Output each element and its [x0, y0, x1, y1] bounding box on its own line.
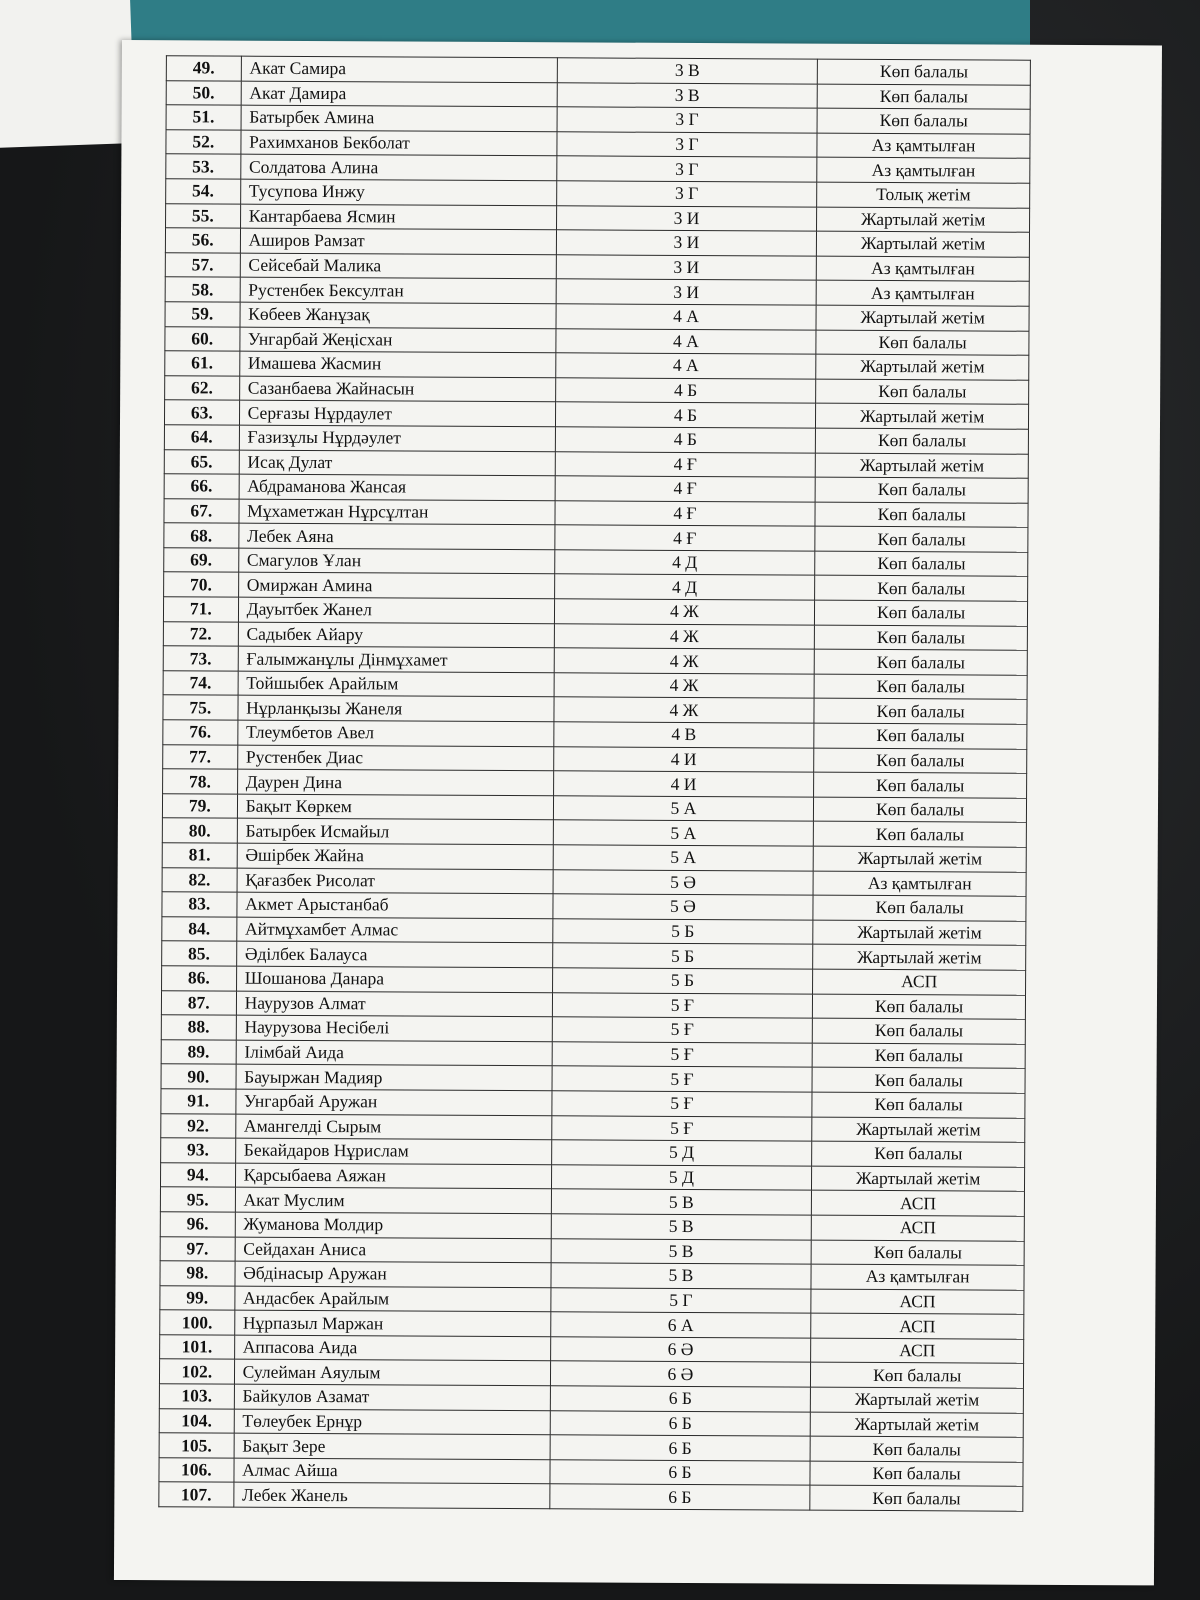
student-status: Көп балалы	[814, 748, 1027, 774]
student-status: Көп балалы	[814, 699, 1027, 725]
student-name: Исақ Дулат	[239, 450, 555, 476]
student-name: Жуманова Молдир	[235, 1212, 551, 1238]
student-class: 4 Ж	[554, 599, 815, 625]
student-status: Көп балалы	[814, 797, 1027, 823]
student-name: Тойшыбек Арайлым	[238, 671, 554, 697]
student-name: Наурузова Несібелі	[236, 1015, 552, 1041]
student-status: Көп балалы	[815, 625, 1028, 651]
student-name: Рустенбек Бексултан	[240, 277, 556, 303]
student-status: Көп балалы	[812, 1141, 1025, 1167]
student-name: Серғазы Нұрдаулет	[239, 400, 555, 426]
student-class: 4 А	[556, 304, 817, 330]
student-name: Нұрпазыл Маржан	[234, 1310, 550, 1336]
student-name: Ғазизұлы Нұрдәулет	[239, 425, 555, 451]
row-number: 98.	[160, 1261, 235, 1286]
table-row	[159, 1482, 1023, 1511]
student-class: 4 Ғ	[555, 476, 816, 502]
student-status: Аз қамтылған	[816, 280, 1029, 306]
student-class: 5 А	[553, 845, 814, 871]
table-body	[159, 56, 1031, 1512]
student-class: 5 В	[551, 1214, 812, 1240]
student-class: 5 Ғ	[551, 1091, 812, 1117]
student-status: Көп балалы	[815, 576, 1028, 602]
row-number: 87.	[161, 990, 236, 1015]
student-status: АСП	[811, 1289, 1024, 1315]
student-table	[158, 55, 1031, 1512]
row-number: 104.	[159, 1408, 234, 1433]
student-name: Дауытбек Жанел	[238, 597, 554, 623]
row-number: 61.	[165, 351, 240, 376]
student-status: Жартылай жетім	[813, 920, 1026, 946]
student-class: 3 И	[556, 205, 817, 231]
student-status: Жартылай жетім	[813, 846, 1026, 872]
row-number: 102.	[159, 1359, 234, 1384]
student-status: Көп балалы	[814, 772, 1027, 798]
student-status: Аз қамтылған	[811, 1264, 1024, 1290]
student-name: Алмас Айша	[234, 1458, 550, 1484]
student-name: Қарсыбаева Аяжан	[235, 1163, 551, 1189]
row-number: 78.	[163, 769, 238, 794]
row-number: 67.	[164, 498, 239, 523]
row-number: 80.	[162, 818, 237, 843]
student-status: Көп балалы	[813, 994, 1026, 1020]
student-name: Солдатова Алина	[240, 154, 556, 180]
student-status: Көп балалы	[817, 108, 1030, 134]
student-status: АСП	[812, 1215, 1025, 1241]
student-name: Даурен Дина	[237, 769, 553, 795]
student-status: Көп балалы	[814, 723, 1027, 749]
student-status: Жартылай жетім	[812, 1117, 1025, 1143]
row-number: 90.	[161, 1064, 236, 1089]
student-name: Аппасова Аида	[234, 1335, 550, 1361]
student-status: Аз қамтылған	[817, 158, 1030, 184]
row-number: 62.	[165, 375, 240, 400]
student-name: Бауыржан Мадияр	[236, 1064, 552, 1090]
row-number: 95.	[160, 1187, 235, 1212]
student-status: Көп балалы	[815, 600, 1028, 626]
student-class: 4 И	[553, 771, 814, 797]
student-class: 3 В	[557, 82, 818, 108]
student-name: Бекайдаров Нұрислам	[235, 1138, 551, 1164]
student-status: Көп балалы	[816, 330, 1029, 356]
student-name: Абдраманова Жансая	[239, 474, 555, 500]
student-class: 4 Ғ	[555, 500, 816, 526]
student-status: Жартылай жетім	[816, 305, 1029, 331]
row-number: 96.	[160, 1212, 235, 1237]
student-status: Жартылай жетім	[817, 207, 1030, 233]
row-number: 74.	[163, 671, 238, 696]
student-class: 5 Д	[551, 1164, 812, 1190]
student-name: Батырбек Амина	[241, 105, 557, 131]
student-class: 5 Ә	[553, 869, 814, 895]
student-name: Лебек Аяна	[238, 523, 554, 549]
student-status: Көп балалы	[813, 895, 1026, 921]
student-status: Жартылай жетім	[817, 231, 1030, 257]
row-number: 66.	[164, 474, 239, 499]
student-class: 3 И	[556, 255, 817, 281]
student-status: Көп балалы	[815, 502, 1028, 528]
student-class: 5 Г	[550, 1287, 811, 1313]
row-number: 56.	[165, 228, 240, 253]
student-class: 4 Б	[555, 377, 816, 403]
student-class: 5 В	[551, 1189, 812, 1215]
student-status: Көп балалы	[817, 84, 1030, 110]
student-status: Көп балалы	[815, 526, 1028, 552]
back-sheet	[0, 0, 135, 148]
student-name: Андасбек Арайлым	[234, 1286, 550, 1312]
row-number: 106.	[159, 1458, 234, 1483]
student-status: Көп балалы	[810, 1461, 1023, 1487]
row-number: 59.	[165, 302, 240, 327]
student-class: 4 Ж	[554, 623, 815, 649]
student-status: Көп балалы	[815, 477, 1028, 503]
row-number: 49.	[166, 56, 241, 81]
student-class: 6 А	[550, 1312, 811, 1338]
row-number: 77.	[163, 744, 238, 769]
student-status: Көп балалы	[810, 1486, 1023, 1512]
student-name: Әбдінасыр Аружан	[235, 1261, 551, 1287]
student-class: 5 Б	[552, 919, 813, 945]
student-name: Акат Муслим	[235, 1187, 551, 1213]
row-number: 70.	[164, 572, 239, 597]
student-class: 4 Д	[554, 574, 815, 600]
student-name: Көбеев Жанұзақ	[240, 302, 556, 328]
row-number: 58.	[165, 277, 240, 302]
row-number: 57.	[165, 252, 240, 277]
student-name: Шошанова Данара	[236, 966, 552, 992]
student-class: 3 Г	[556, 132, 817, 158]
student-status: АСП	[813, 969, 1026, 995]
student-status: Көп балалы	[814, 822, 1027, 848]
student-name: Смагулов Ұлан	[238, 548, 554, 574]
student-name: Наурузов Алмат	[236, 991, 552, 1017]
student-status: Көп балалы	[815, 551, 1028, 577]
student-class: 3 И	[556, 230, 817, 256]
student-status: Көп балалы	[816, 428, 1029, 454]
student-class: 5 Ғ	[552, 1042, 813, 1068]
student-class: 4 Б	[555, 427, 816, 453]
row-number: 105.	[159, 1433, 234, 1458]
student-class: 6 Ә	[550, 1337, 811, 1363]
student-status: Жартылай жетім	[810, 1412, 1023, 1438]
row-number: 68.	[164, 523, 239, 548]
row-number: 89.	[161, 1039, 236, 1064]
student-class: 4 А	[555, 328, 816, 354]
row-number: 107.	[159, 1482, 234, 1507]
student-status: Көп балалы	[811, 1363, 1024, 1389]
student-class: 5 Ғ	[551, 1115, 812, 1141]
student-status: Көп балалы	[810, 1436, 1023, 1462]
student-status: Аз қамтылған	[817, 133, 1030, 159]
row-number: 91.	[161, 1089, 236, 1114]
student-name: Унгарбай Жеңісхан	[240, 327, 556, 353]
student-name: Садыбек Айару	[238, 622, 554, 648]
student-class: 3 Г	[557, 107, 818, 133]
student-class: 4 Ж	[554, 648, 815, 674]
student-status: Көп балалы	[814, 674, 1027, 700]
row-number: 52.	[166, 130, 241, 155]
row-number: 60.	[165, 326, 240, 351]
student-class: 4 В	[553, 722, 814, 748]
student-class: 4 И	[553, 746, 814, 772]
row-number: 83.	[162, 892, 237, 917]
student-status: Көп балалы	[816, 379, 1029, 405]
student-class: 5 Б	[552, 968, 813, 994]
student-name: Тлеумбетов Авел	[237, 720, 553, 746]
row-number: 92.	[161, 1113, 236, 1138]
student-name: Рахимханов Бекболат	[241, 130, 557, 156]
student-name: Омиржан Амина	[238, 573, 554, 599]
student-class: 4 Ж	[554, 697, 815, 723]
student-name: Нұрланқызы Жанеля	[238, 696, 554, 722]
row-number: 82.	[162, 867, 237, 892]
student-name: Қағазбек Рисолат	[237, 868, 553, 894]
row-number: 51.	[166, 105, 241, 130]
row-number: 100.	[160, 1310, 235, 1335]
student-name: Амангелді Сырым	[235, 1114, 551, 1140]
student-name: Бақыт Зере	[234, 1433, 550, 1459]
row-number: 81.	[162, 843, 237, 868]
row-number: 88.	[161, 1015, 236, 1040]
student-class: 4 Б	[555, 402, 816, 428]
student-name: Акат Дамира	[241, 81, 557, 107]
student-name: Аширов Рамзат	[240, 228, 556, 254]
student-status: Көп балалы	[812, 1043, 1025, 1069]
student-name: Акат Самира	[241, 56, 557, 82]
student-status: Жартылай жетім	[816, 453, 1029, 479]
student-class: 6 Б	[549, 1484, 810, 1510]
student-class: 4 Ж	[554, 673, 815, 699]
student-name: Ілімбай Аида	[236, 1040, 552, 1066]
student-class: 6 Б	[550, 1460, 811, 1486]
student-name: Әшірбек Жайна	[237, 843, 553, 869]
student-name: Байкулов Азамат	[234, 1384, 550, 1410]
row-number: 65.	[164, 449, 239, 474]
student-name: Әділбек Балауса	[236, 941, 552, 967]
student-name: Айтмұхамбет Алмас	[236, 917, 552, 943]
student-status: Жартылай жетім	[812, 1166, 1025, 1192]
student-class: 4 Ғ	[554, 525, 815, 551]
student-class: 5 Ғ	[552, 1066, 813, 1092]
row-number: 73.	[163, 646, 238, 671]
student-status: АСП	[812, 1190, 1025, 1216]
student-name: Сулейман Аяулым	[234, 1360, 550, 1386]
row-number: 94.	[160, 1162, 235, 1187]
student-class: 5 Ә	[552, 894, 813, 920]
student-status: Көп балалы	[811, 1240, 1024, 1266]
student-class: 5 Д	[551, 1140, 812, 1166]
row-number: 50.	[166, 80, 241, 105]
student-class: 6 Б	[550, 1435, 811, 1461]
student-name: Имашева Жасмин	[239, 351, 555, 377]
student-class: 5 Ғ	[552, 1017, 813, 1043]
student-name: Төлеубек Ернұр	[234, 1409, 550, 1435]
row-number: 79.	[162, 794, 237, 819]
student-status: Аз қамтылған	[817, 256, 1030, 282]
row-number: 54.	[166, 179, 241, 204]
student-class: 3 В	[557, 58, 818, 84]
student-name: Унгарбай Аружан	[236, 1089, 552, 1115]
student-status: Толық жетім	[817, 182, 1030, 208]
row-number: 55.	[166, 203, 241, 228]
student-status: Жартылай жетім	[813, 945, 1026, 971]
student-class: 3 Г	[556, 156, 817, 182]
student-status: Көп балалы	[812, 1067, 1025, 1093]
student-class: 3 Г	[556, 181, 817, 207]
student-name: Сейсебай Малика	[240, 253, 556, 279]
student-status: Аз қамтылған	[813, 871, 1026, 897]
student-class: 5 А	[553, 796, 814, 822]
student-name: Бақыт Көркем	[237, 794, 553, 820]
row-number: 84.	[162, 917, 237, 942]
student-status: Жартылай жетім	[816, 403, 1029, 429]
row-number: 99.	[160, 1285, 235, 1310]
row-number: 64.	[164, 425, 239, 450]
student-class: 6 Б	[550, 1386, 811, 1412]
student-status: Көп балалы	[812, 1092, 1025, 1118]
student-class: 3 И	[556, 279, 817, 305]
row-number: 101.	[160, 1335, 235, 1360]
student-status: Жартылай жетім	[811, 1387, 1024, 1413]
student-status: Көп балалы	[814, 649, 1027, 675]
student-name: Сейдахан Аниса	[235, 1237, 551, 1263]
student-name: Ғалымжанұлы Дінмұхамет	[238, 646, 554, 672]
row-number: 93.	[161, 1138, 236, 1163]
student-class: 4 А	[555, 353, 816, 379]
row-number: 85.	[162, 941, 237, 966]
student-class: 4 Д	[554, 550, 815, 576]
student-name: Рустенбек Диас	[237, 745, 553, 771]
document-page	[114, 40, 1162, 1585]
student-class: 6 Ә	[550, 1361, 811, 1387]
student-class: 6 Б	[550, 1410, 811, 1436]
student-name: Сазанбаева Жайнасын	[239, 376, 555, 402]
row-number: 71.	[163, 597, 238, 622]
student-status: Көп балалы	[818, 59, 1031, 85]
student-status: Жартылай жетім	[816, 354, 1029, 380]
row-number: 97.	[160, 1236, 235, 1261]
row-number: 72.	[163, 621, 238, 646]
row-number: 103.	[159, 1384, 234, 1409]
row-number: 53.	[166, 154, 241, 179]
student-name: Батырбек Исмайыл	[237, 819, 553, 845]
student-status: Көп балалы	[813, 1018, 1026, 1044]
student-class: 5 В	[551, 1263, 812, 1289]
row-number: 69.	[164, 548, 239, 573]
row-number: 86.	[162, 966, 237, 991]
student-name: Мұхаметжан Нұрсұлтан	[239, 499, 555, 525]
row-number: 75.	[163, 695, 238, 720]
row-number: 76.	[163, 720, 238, 745]
row-number: 63.	[164, 400, 239, 425]
student-class: 5 А	[553, 820, 814, 846]
student-status: АСП	[811, 1313, 1024, 1339]
student-class: 5 Ғ	[552, 992, 813, 1018]
student-name: Кантарбаева Ясмин	[240, 204, 556, 230]
student-name: Тусупова Инжу	[240, 179, 556, 205]
student-status: АСП	[811, 1338, 1024, 1364]
student-name: Акмет Арыстанбаб	[237, 892, 553, 918]
student-class: 5 Б	[552, 943, 813, 969]
student-class: 5 В	[551, 1238, 812, 1264]
student-class: 4 Ғ	[555, 451, 816, 477]
student-name: Лебек Жанель	[233, 1483, 549, 1509]
